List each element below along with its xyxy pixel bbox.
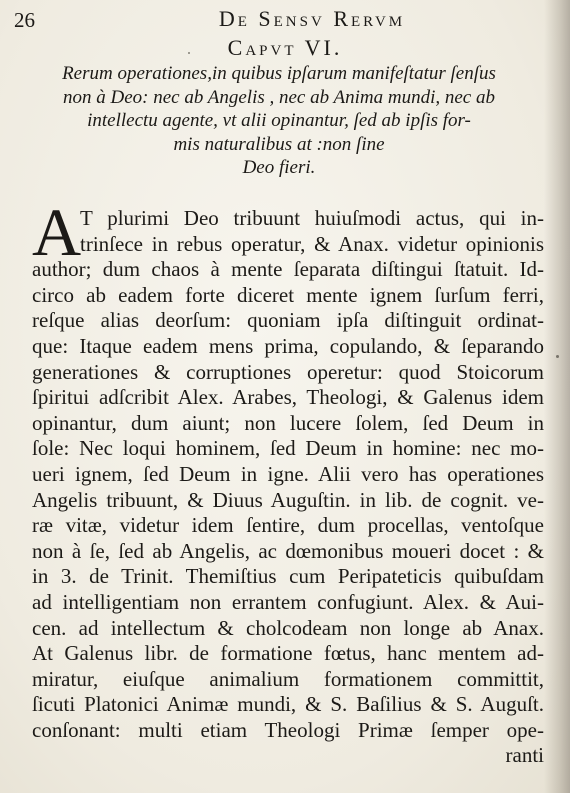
summary-line: Deo fieri. [242, 157, 316, 178]
running-title: De Sensv Rervm [218, 6, 406, 31]
body-line: author; dum chaos à mente ſeparata diſtingui ſtatuit. Id- [32, 257, 544, 282]
body-line: ſole: Nec loqui hominem, ſed Deum in homine: nec mo- [32, 436, 544, 461]
paper-speck [188, 52, 190, 54]
body-line: trinſece in rebus operatur, & Anax. videtur opinionis [80, 231, 544, 256]
chapter-summary [14, 62, 544, 180]
body-line: cen. ad intellectum & cholcodeam non longe ab Anax. [32, 615, 544, 640]
body-line: miratur, eiuſque animalium formationem committit, [32, 666, 544, 691]
body-line: ræ vitæ, videtur idem ſentire, dum procellas, ventoſque [32, 513, 544, 538]
chapter-heading: Capvt VI. [227, 35, 343, 60]
body-line: ſpiritui adſcribit Alex. Arabes, Theologi, & Galenus idem [32, 385, 544, 410]
body-line: que: Itaque eadem mens prima, copulando, & ſeparando [32, 333, 544, 358]
body-line: non à ſe, ſed ab Angelis, ac dœmonibus moueri docet : & [32, 538, 544, 563]
running-head [14, 6, 534, 34]
body-line: in 3. de Trinit. Themiſtius cum Peripateticis quibuſdam [32, 564, 544, 589]
body-text [32, 194, 544, 769]
page-edge-shadow [544, 0, 570, 793]
body-line: ranti [505, 743, 544, 768]
body-line: opinantur, dum aiunt; non lucere ſolem, ſed Deum in [32, 410, 544, 435]
body-line: T plurimi Deo tribuunt huiuſmodi actus, qui in- [80, 206, 544, 230]
drop-cap: A [32, 194, 82, 270]
summary-line: intellectu agente, vt alii opinantur, ſed ab ipſis for- [87, 110, 471, 131]
body-line: circo ab eadem forte diceret mente ignem ſurſum ferri, [32, 282, 544, 307]
summary-line: mis naturalibus at :non ſine [173, 133, 385, 155]
body-line: ueri ignem, ſed Deum in igne. Alii vero has operationes [32, 461, 544, 486]
body-line: Angelis tribuunt, & Diuus Auguſtin. in lib. de cognit. ve- [32, 487, 544, 512]
body-line: At Galenus libr. de formatione fœtus, hanc mentem ad- [32, 641, 544, 666]
page-number: 26 [14, 8, 35, 32]
summary-line: non à Deo: nec ab Angelis , nec ab Anima mundi, nec ab [63, 86, 495, 108]
body-line: ſicuti Platonici Animæ mundi, & S. Baſilius & S. Auguſt. [32, 692, 544, 717]
body-line: reſque alias deorſum: quoniam ipſa diſtinguit ordinat- [32, 308, 544, 333]
body-line: conſonant: multi etiam Theologi Primæ ſemper ope- [32, 717, 544, 742]
paper-speck [556, 355, 559, 358]
body-line: ad intelligentiam non errantem confugiunt. Alex. & Aui- [32, 589, 544, 614]
summary-line: Rerum operationes,in quibus ipſarum manifeſtatur ſenſus [62, 63, 496, 84]
body-line: generationes & corruptiones operetur: quod Stoicorum [32, 359, 544, 384]
